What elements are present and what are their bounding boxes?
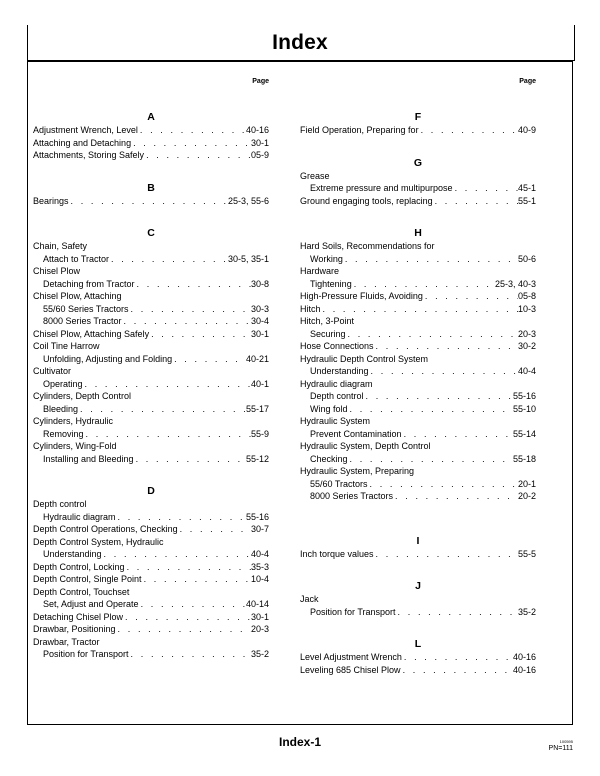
index-entry-page: 20-1 bbox=[517, 478, 536, 489]
index-entry-page: 40-1 bbox=[250, 378, 269, 389]
index-column-left bbox=[33, 78, 269, 661]
index-entry-page: 30-7 bbox=[250, 524, 269, 534]
index-entry-text: Hydraulic diagram bbox=[43, 511, 116, 522]
index-entry-text: Bleeding bbox=[43, 403, 79, 414]
index-entry bbox=[300, 124, 536, 137]
index-entry-text: Understanding bbox=[310, 366, 369, 376]
index-heading bbox=[33, 290, 269, 303]
page-column-label: Page bbox=[519, 78, 536, 85]
dot-leader bbox=[122, 315, 251, 328]
index-entry-text: Adjustment Wrench, Level bbox=[33, 125, 138, 135]
index-entry-page: 30-2 bbox=[517, 341, 536, 351]
index-entry bbox=[33, 561, 269, 574]
index-entry-page: 40-16 bbox=[512, 664, 536, 675]
spacer bbox=[33, 162, 269, 181]
index-heading-text: Hydraulic diagram bbox=[300, 378, 373, 389]
index-heading-text: Jack bbox=[300, 594, 319, 604]
index-entry bbox=[33, 124, 269, 137]
dot-leader bbox=[116, 511, 246, 524]
index-heading bbox=[33, 365, 269, 378]
index-entry-text: Chisel Plow, Attaching Safely bbox=[33, 328, 150, 339]
index-heading-text: Cylinders, Hydraulic bbox=[33, 416, 114, 426]
index-entry-page: 20-2 bbox=[517, 491, 536, 501]
index-heading bbox=[300, 440, 536, 453]
dot-leader bbox=[453, 182, 518, 195]
index-entry-page: 20-3 bbox=[517, 328, 536, 339]
index-heading bbox=[33, 440, 269, 453]
index-entry-text: Understanding bbox=[43, 549, 102, 559]
index-entry-text: Leveling 685 Chisel Plow bbox=[300, 664, 401, 675]
index-entry-page: 55-18 bbox=[512, 453, 536, 464]
section-letter: F bbox=[414, 111, 422, 123]
index-entry-page: 25-3, 40-3 bbox=[494, 278, 536, 289]
spacer bbox=[300, 137, 536, 156]
index-entry-text: Removing bbox=[43, 428, 84, 439]
index-entry-page: 30-1 bbox=[250, 137, 269, 148]
index-heading bbox=[33, 536, 269, 549]
index-entry-text: Installing and Bleeding bbox=[43, 453, 134, 464]
index-entry-text: Depth Control Operations, Checking bbox=[33, 524, 178, 534]
index-heading-text: Drawbar, Tractor bbox=[33, 636, 100, 647]
index-entry bbox=[300, 664, 536, 677]
section-letter: A bbox=[147, 111, 155, 123]
dot-leader bbox=[396, 606, 518, 619]
index-entry-page: 55-17 bbox=[245, 403, 269, 414]
dot-leader bbox=[78, 403, 246, 416]
index-entry-text: 55/60 Tractors bbox=[310, 478, 368, 489]
index-heading-text: Coil Tine Harrow bbox=[33, 341, 100, 351]
document-code: 100595 bbox=[559, 739, 573, 744]
dot-leader bbox=[172, 353, 246, 366]
index-entry bbox=[33, 453, 269, 466]
page-title: Index bbox=[272, 31, 328, 54]
spacer bbox=[33, 207, 269, 226]
index-entry-text: Depth control bbox=[310, 391, 364, 401]
index-entry bbox=[33, 598, 269, 611]
index-entry bbox=[33, 278, 269, 291]
index-entry-text: Detaching Chisel Plow bbox=[33, 611, 124, 622]
index-entry-page: 25-3, 55-6 bbox=[227, 195, 269, 206]
dot-leader bbox=[149, 328, 251, 341]
index-entry-page: 55-12 bbox=[245, 453, 269, 464]
index-entry-text: Depth Control, Locking bbox=[33, 561, 125, 572]
index-entry-page: 10-4 bbox=[250, 574, 269, 584]
dot-leader bbox=[364, 390, 513, 403]
index-entry-page: 55-1 bbox=[517, 195, 536, 206]
index-heading-text: Cylinders, Depth Control bbox=[33, 391, 132, 401]
index-entry bbox=[300, 478, 536, 491]
index-entry bbox=[33, 403, 269, 416]
index-entry-page: 50-6 bbox=[517, 253, 536, 264]
dot-leader bbox=[123, 611, 251, 624]
index-heading-text: Chisel Plow, Attaching bbox=[33, 291, 122, 301]
index-entry bbox=[33, 648, 269, 661]
index-heading bbox=[300, 315, 536, 328]
dot-leader bbox=[369, 365, 518, 378]
index-entry bbox=[300, 606, 536, 619]
index-entry bbox=[33, 303, 269, 316]
index-heading-text: Hitch, 3-Point bbox=[300, 316, 355, 326]
index-entry-text: Securing bbox=[310, 328, 346, 339]
index-entry-text: Depth Control, Single Point bbox=[33, 574, 142, 584]
index-entry-text: Unfolding, Adjusting and Folding bbox=[43, 353, 173, 364]
dot-leader bbox=[374, 340, 518, 353]
index-entry-text: Inch torque values bbox=[300, 548, 374, 559]
index-entry-page: 30-8 bbox=[250, 278, 269, 289]
dot-leader bbox=[374, 548, 518, 561]
index-entry bbox=[300, 182, 536, 195]
index-entry bbox=[33, 378, 269, 391]
index-entry bbox=[33, 195, 269, 208]
index-entry-page: 30-1 bbox=[250, 328, 269, 339]
index-heading-text: Hydraulic Depth Control System bbox=[300, 353, 429, 364]
index-entry-page: 55-10 bbox=[512, 403, 536, 414]
index-entry bbox=[300, 290, 536, 303]
index-heading bbox=[300, 265, 536, 278]
index-entry-text: Ground engaging tools, replacing bbox=[300, 195, 433, 206]
index-entry bbox=[300, 428, 536, 441]
index-entry bbox=[300, 340, 536, 353]
index-entry-page: 40-4 bbox=[517, 366, 536, 376]
index-entry bbox=[33, 611, 269, 624]
index-heading-text: Hard Soils, Recommendations for bbox=[300, 241, 435, 251]
index-entry-text: Position for Transport bbox=[43, 649, 129, 659]
dot-leader bbox=[423, 290, 518, 303]
index-entry bbox=[33, 511, 269, 524]
index-heading bbox=[300, 465, 536, 478]
index-entry-page: 30-1 bbox=[250, 611, 269, 622]
dot-leader bbox=[102, 548, 251, 561]
dot-leader bbox=[138, 124, 246, 137]
dot-leader bbox=[83, 378, 251, 391]
index-entry-page: 40-21 bbox=[245, 353, 269, 364]
index-heading-text: Hardware bbox=[300, 266, 340, 276]
index-entry-page: 35-2 bbox=[250, 649, 269, 659]
index-entry bbox=[300, 195, 536, 208]
index-entry-page: 55-16 bbox=[512, 391, 536, 401]
index-entry-page: 55-9 bbox=[250, 428, 269, 439]
index-entry bbox=[33, 253, 269, 266]
index-heading-text: Chisel Plow bbox=[33, 266, 81, 276]
index-entry-page: 05-9 bbox=[250, 150, 269, 160]
index-entry-text: Wing fold bbox=[310, 403, 348, 414]
section-letter: L bbox=[414, 638, 422, 650]
index-list-right bbox=[300, 88, 536, 676]
index-entry-page: 45-1 bbox=[517, 183, 536, 193]
index-heading bbox=[33, 265, 269, 278]
spacer bbox=[300, 618, 536, 637]
index-entry-page: 40-4 bbox=[250, 549, 269, 559]
dot-leader bbox=[402, 651, 513, 664]
index-entry-text: Position for Transport bbox=[310, 606, 396, 617]
index-entry-text: Operating bbox=[43, 378, 83, 389]
spacer bbox=[300, 207, 536, 226]
index-entry bbox=[33, 328, 269, 341]
dot-leader bbox=[178, 523, 251, 536]
index-entry-text: Attachments, Storing Safely bbox=[33, 150, 145, 160]
index-entry-page: 55-14 bbox=[512, 428, 536, 439]
index-entry-page: 40-14 bbox=[245, 599, 269, 609]
index-entry-text: Level Adjustment Wrench bbox=[300, 652, 402, 662]
section-letter: H bbox=[414, 227, 422, 239]
dot-leader bbox=[116, 623, 251, 636]
dot-leader bbox=[433, 195, 518, 208]
index-heading-text: Cultivator bbox=[33, 366, 72, 376]
index-entry bbox=[300, 548, 536, 561]
index-heading bbox=[300, 170, 536, 183]
index-entry bbox=[33, 548, 269, 561]
index-heading-text: Hydraulic System bbox=[300, 416, 371, 426]
dot-leader bbox=[84, 428, 251, 441]
index-heading bbox=[33, 390, 269, 403]
index-heading-text: Grease bbox=[300, 170, 330, 181]
index-entry-text: Detaching from Tractor bbox=[43, 278, 135, 289]
index-entry-text: Working bbox=[310, 253, 343, 264]
index-entry-page: 30-3 bbox=[250, 303, 269, 314]
section-letter: C bbox=[147, 227, 155, 239]
index-entry-text: Extreme pressure and multipurpose bbox=[310, 183, 453, 193]
index-entry bbox=[33, 523, 269, 536]
page-number-code: PN=111 bbox=[548, 745, 573, 752]
index-entry bbox=[300, 453, 536, 466]
index-entry-page: 35-3 bbox=[250, 561, 269, 572]
index-entry-text: Hose Connections bbox=[300, 341, 374, 351]
index-column-right bbox=[300, 78, 536, 676]
index-entry bbox=[300, 365, 536, 378]
index-heading bbox=[300, 378, 536, 391]
index-entry bbox=[300, 490, 536, 503]
dot-leader bbox=[144, 149, 251, 162]
index-entry-page: 05-8 bbox=[517, 291, 536, 301]
index-heading-text: Depth Control, Touchset bbox=[33, 586, 130, 597]
index-entry-text: Field Operation, Preparing for bbox=[300, 125, 419, 135]
index-entry-text: Prevent Contamination bbox=[310, 428, 402, 439]
index-heading bbox=[33, 498, 269, 511]
dot-leader bbox=[125, 561, 251, 574]
index-entry bbox=[33, 137, 269, 150]
index-entry-page: 40-16 bbox=[512, 652, 536, 662]
dot-leader bbox=[346, 328, 518, 341]
index-entry bbox=[300, 328, 536, 341]
index-heading bbox=[300, 240, 536, 253]
dot-leader bbox=[393, 490, 518, 503]
dot-leader bbox=[131, 137, 251, 150]
index-heading-text: Chain, Safety bbox=[33, 241, 88, 251]
index-entry bbox=[33, 315, 269, 328]
index-entry-page: 20-3 bbox=[250, 624, 269, 634]
index-entry-text: Tightening bbox=[310, 278, 352, 289]
index-entry-text: Set, Adjust and Operate bbox=[43, 599, 139, 609]
dot-leader bbox=[142, 573, 251, 586]
index-entry-text: Checking bbox=[310, 453, 348, 464]
index-entry-page: 55-16 bbox=[245, 511, 269, 522]
index-entry-page: 40-9 bbox=[517, 125, 536, 135]
spacer bbox=[300, 88, 536, 110]
index-entry-text: 8000 Series Tractors bbox=[310, 491, 394, 501]
dot-leader bbox=[343, 253, 518, 266]
index-heading bbox=[300, 593, 536, 606]
index-entry bbox=[300, 651, 536, 664]
index-entry-text: Drawbar, Positioning bbox=[33, 624, 116, 634]
index-entry bbox=[33, 428, 269, 441]
dot-leader bbox=[134, 453, 246, 466]
dot-leader bbox=[368, 478, 518, 491]
dot-leader bbox=[352, 278, 495, 291]
index-entry-text: Hitch bbox=[300, 303, 321, 314]
index-entry-text: 8000 Series Tractor bbox=[43, 316, 122, 326]
dot-leader bbox=[109, 253, 228, 266]
dot-leader bbox=[129, 303, 251, 316]
index-entry bbox=[300, 253, 536, 266]
index-heading-text: Depth control bbox=[33, 499, 87, 509]
index-heading bbox=[33, 340, 269, 353]
dot-leader bbox=[139, 598, 246, 611]
index-entry-page: 30-5, 35-1 bbox=[227, 253, 269, 264]
index-entry bbox=[300, 390, 536, 403]
index-heading-text: Hydraulic System, Preparing bbox=[300, 466, 415, 476]
dot-leader bbox=[135, 278, 251, 291]
spacer bbox=[33, 465, 269, 484]
index-entry-text: 55/60 Series Tractors bbox=[43, 303, 129, 314]
dot-leader bbox=[321, 303, 518, 316]
index-entry-page: 35-2 bbox=[517, 606, 536, 617]
index-entry-page: 55-5 bbox=[517, 548, 536, 559]
section-letter: G bbox=[413, 156, 423, 169]
page-column-label: Page bbox=[252, 78, 269, 85]
index-entry bbox=[33, 149, 269, 162]
index-heading bbox=[300, 415, 536, 428]
index-entry-page: 40-16 bbox=[245, 125, 269, 135]
index-heading bbox=[33, 586, 269, 599]
index-entry bbox=[300, 403, 536, 416]
index-entry-page: 10-3 bbox=[517, 303, 536, 314]
index-list-left bbox=[33, 88, 269, 661]
index-heading bbox=[33, 240, 269, 253]
index-heading-text: Cylinders, Wing-Fold bbox=[33, 441, 117, 451]
index-heading bbox=[33, 415, 269, 428]
dot-leader bbox=[129, 648, 251, 661]
dot-leader bbox=[401, 664, 513, 677]
section-letter: I bbox=[416, 534, 420, 547]
index-entry bbox=[33, 353, 269, 366]
index-entry-text: High-Pressure Fluids, Avoiding bbox=[300, 291, 423, 301]
dot-leader bbox=[402, 428, 513, 441]
index-entry-text: Bearings bbox=[33, 195, 69, 206]
index-heading bbox=[33, 636, 269, 649]
index-entry bbox=[300, 303, 536, 316]
index-entry bbox=[300, 278, 536, 291]
page-footer: Index-1 bbox=[278, 735, 321, 749]
index-heading bbox=[300, 353, 536, 366]
dot-leader bbox=[419, 124, 518, 137]
section-letter: J bbox=[415, 580, 421, 592]
index-entry-page: 30-4 bbox=[250, 316, 269, 326]
dot-leader bbox=[348, 403, 513, 416]
spacer bbox=[33, 88, 269, 110]
index-entry bbox=[33, 573, 269, 586]
index-heading-text: Depth Control System, Hydraulic bbox=[33, 536, 164, 547]
index-entry-text: Attach to Tractor bbox=[43, 253, 110, 264]
spacer bbox=[300, 560, 536, 579]
index-entry-text: Attaching and Detaching bbox=[33, 137, 132, 148]
section-letter: B bbox=[147, 181, 155, 194]
index-heading-text: Hydraulic System, Depth Control bbox=[300, 441, 431, 451]
spacer bbox=[300, 503, 536, 534]
dot-leader bbox=[348, 453, 513, 466]
dot-leader bbox=[69, 195, 228, 208]
section-letter: D bbox=[147, 485, 155, 497]
index-entry bbox=[33, 623, 269, 636]
